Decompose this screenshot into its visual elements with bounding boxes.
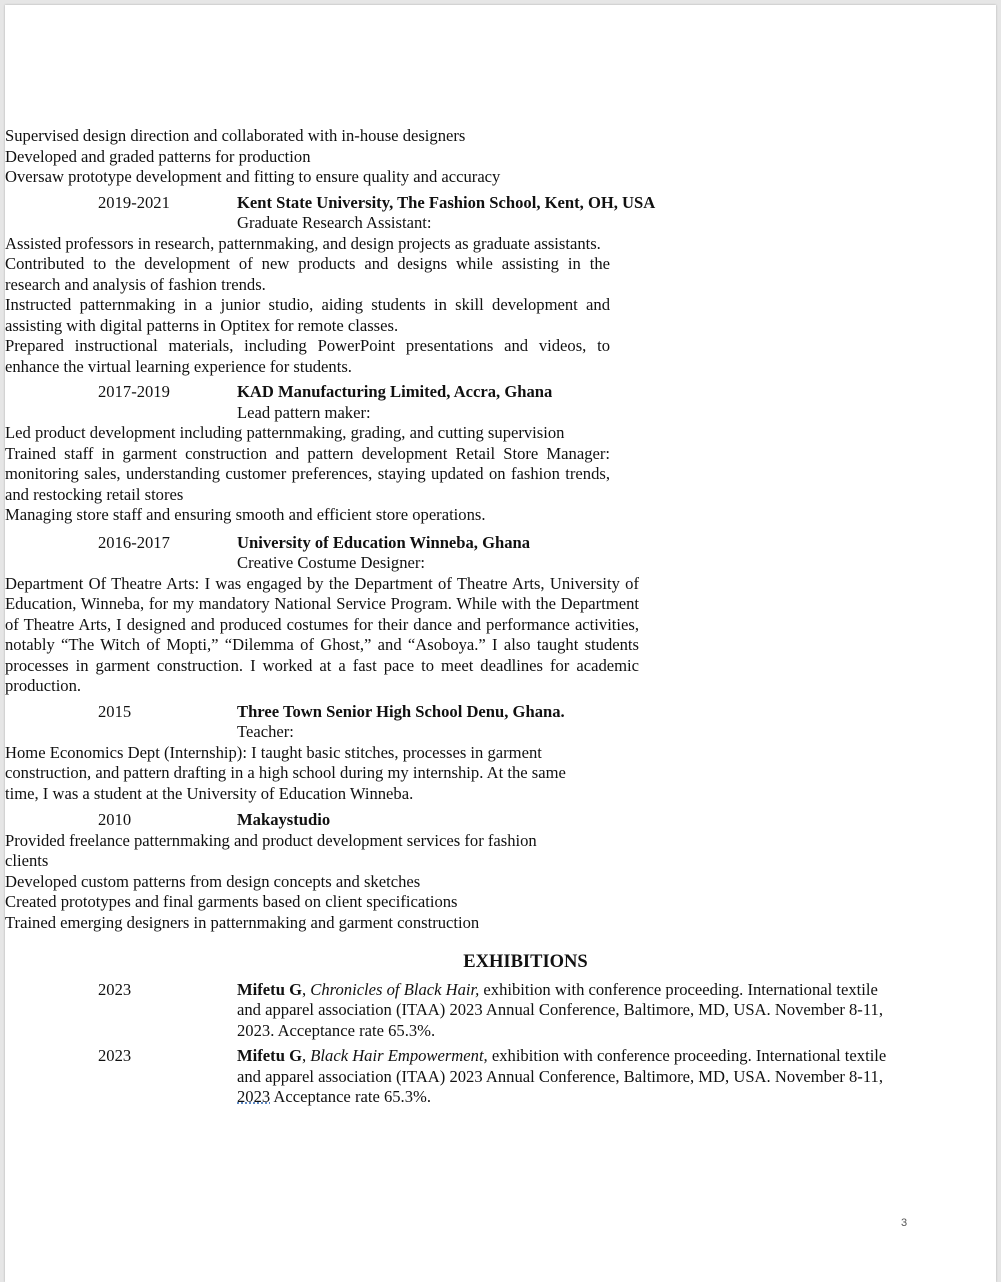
list-item: Trained emerging designers in patternmaking and garment construction bbox=[5, 912, 480, 932]
list-item: Instructed patternmaking in a junior studio, aiding students in skill development and assisting with digital patterns in Optitex for remote classes. bbox=[5, 295, 610, 335]
list-item: Prepared instructional materials, including PowerPoint presentations and videos, to enhance the virtual learning experience for students. bbox=[5, 336, 610, 376]
exhibition-title: Black Hair Empowerment, bbox=[310, 1046, 488, 1065]
exhibition-year: 2023 bbox=[98, 979, 132, 999]
list-item: Led product development including patternmaking, grading, and cutting supervision bbox=[5, 423, 565, 442]
entry-organization: Three Town Senior High School Denu, Ghana. bbox=[237, 701, 565, 721]
document-page bbox=[5, 5, 996, 1282]
entry-role: Lead pattern maker: bbox=[237, 402, 371, 422]
list-item: Provided freelance patternmaking and product development services for fashion clients bbox=[5, 830, 537, 870]
exhibition-entry: 2023 Mifetu G, Chronicles of Black Hair, exhibition with conference proceeding. International textile and apparel association (ITAA) 2023 Annual Conference, Baltimore, MD, USA. November 8-11, 2023. Acceptance rate 65.3%. bbox=[98, 979, 883, 1040]
experience-entry bbox=[5, 810, 996, 933]
list-item: Home Economics Dept (Internship): I taught basic stitches, processes in garment construction, and pattern drafting in a high school during my internship. At the same time, I was a student at the University of Education Winneba. bbox=[5, 742, 566, 803]
entry-role: Graduate Research Assistant: bbox=[237, 213, 432, 232]
entry-bullet-list bbox=[5, 234, 610, 378]
entry-bullet-list bbox=[5, 743, 590, 805]
entry-bullet-list bbox=[5, 423, 610, 526]
exhibition-details: exhibition with conference proceeding. International textile and apparel association (ITAA) 2023 Annual Conference, Baltimore, MD, USA. November 8-11, bbox=[237, 1046, 887, 1086]
entry-years: 2019-2021 bbox=[98, 192, 170, 212]
list-item: Managing store staff and ensuring smooth and efficient store operations. bbox=[5, 505, 486, 524]
list-item: Trained staff in garment construction and pattern development Retail Store Manager: monitoring sales, understanding customer preferences, staying updated on fashion trends, and restocking retail stores bbox=[5, 443, 610, 504]
exhibition-year: 2023 bbox=[98, 1046, 132, 1065]
list-item: Oversaw prototype development and fitting to ensure quality and accuracy bbox=[5, 167, 501, 186]
spellcheck-flagged-year: 2023 bbox=[237, 1087, 271, 1106]
list-item: Created prototypes and final garments based on client specifications bbox=[5, 892, 458, 911]
entry-organization: University of Education Winneba, Ghana bbox=[237, 532, 531, 552]
list-item: Contributed to the development of new products and designs while assisting in the research and analysis of fashion trends. bbox=[5, 254, 610, 294]
entry-bullet-list bbox=[5, 831, 581, 934]
entry-role: Teacher: bbox=[237, 722, 294, 741]
entry-role: Creative Costume Designer: bbox=[237, 553, 426, 572]
experience-entry bbox=[5, 382, 996, 526]
list-item: Department Of Theatre Arts: I was engaged by the Department of Theatre Arts, University of Education, Winneba, for my mandatory National Service Program. While with the Department of Theatre Arts, I designed and produced costumes for their dance and performance activities, notably “The Witch of Mopti,” “Dilemma of Ghost,” and “Asoboya.” I also taught students processes in garment construction. I worked at a fast pace to meet deadlines for academic production. bbox=[5, 573, 639, 695]
exhibition-details: exhibition with conference proceeding. International textile and apparel association (ITAA) 2023 Annual Conference, Baltimore, MD, USA. November 8-11, 2023. Acceptance rate 65.3%. bbox=[237, 979, 883, 1040]
continued-bullet-list bbox=[5, 126, 996, 188]
exhibition-entry: 2023 Mifetu G, Black Hair Empowerment, exhibition with conference proceeding. International textile and apparel association (ITAA) 2023 Annual Conference, Baltimore, MD, USA. November 8-11, 2023 Acceptance rate 65.3%. bbox=[98, 1046, 887, 1106]
experience-entry bbox=[5, 193, 996, 378]
exhibition-title: Chronicles of Black Hair, bbox=[310, 979, 480, 999]
list-item: Assisted professors in research, patternmaking, and design projects as graduate assistants. bbox=[5, 233, 601, 253]
exhibitions-heading: EXHIBITIONS bbox=[463, 952, 588, 972]
exhibition-author: Mifetu G bbox=[237, 1046, 302, 1065]
entry-years: 2016-2017 bbox=[98, 532, 170, 552]
entry-years: 2010 bbox=[98, 810, 132, 829]
experience-entry bbox=[5, 702, 996, 805]
entry-organization: Kent State University, The Fashion School, Kent, OH, USA bbox=[237, 192, 656, 212]
entry-bullet-list bbox=[5, 574, 639, 697]
entry-organization: Makaystudio bbox=[237, 810, 331, 829]
list-item: Developed custom patterns from design concepts and sketches bbox=[5, 871, 421, 891]
list-item: Developed and graded patterns for production bbox=[5, 146, 311, 166]
entry-years: 2015 bbox=[98, 701, 132, 721]
exhibition-author: Mifetu G bbox=[237, 979, 302, 999]
page-number: 3 bbox=[901, 1217, 908, 1229]
entry-years: 2017-2019 bbox=[98, 382, 170, 401]
experience-entry bbox=[5, 533, 996, 697]
list-item: Supervised design direction and collaborated with in-house designers bbox=[5, 126, 466, 145]
cv-content bbox=[5, 126, 996, 1108]
entry-organization: KAD Manufacturing Limited, Accra, Ghana bbox=[237, 382, 553, 401]
